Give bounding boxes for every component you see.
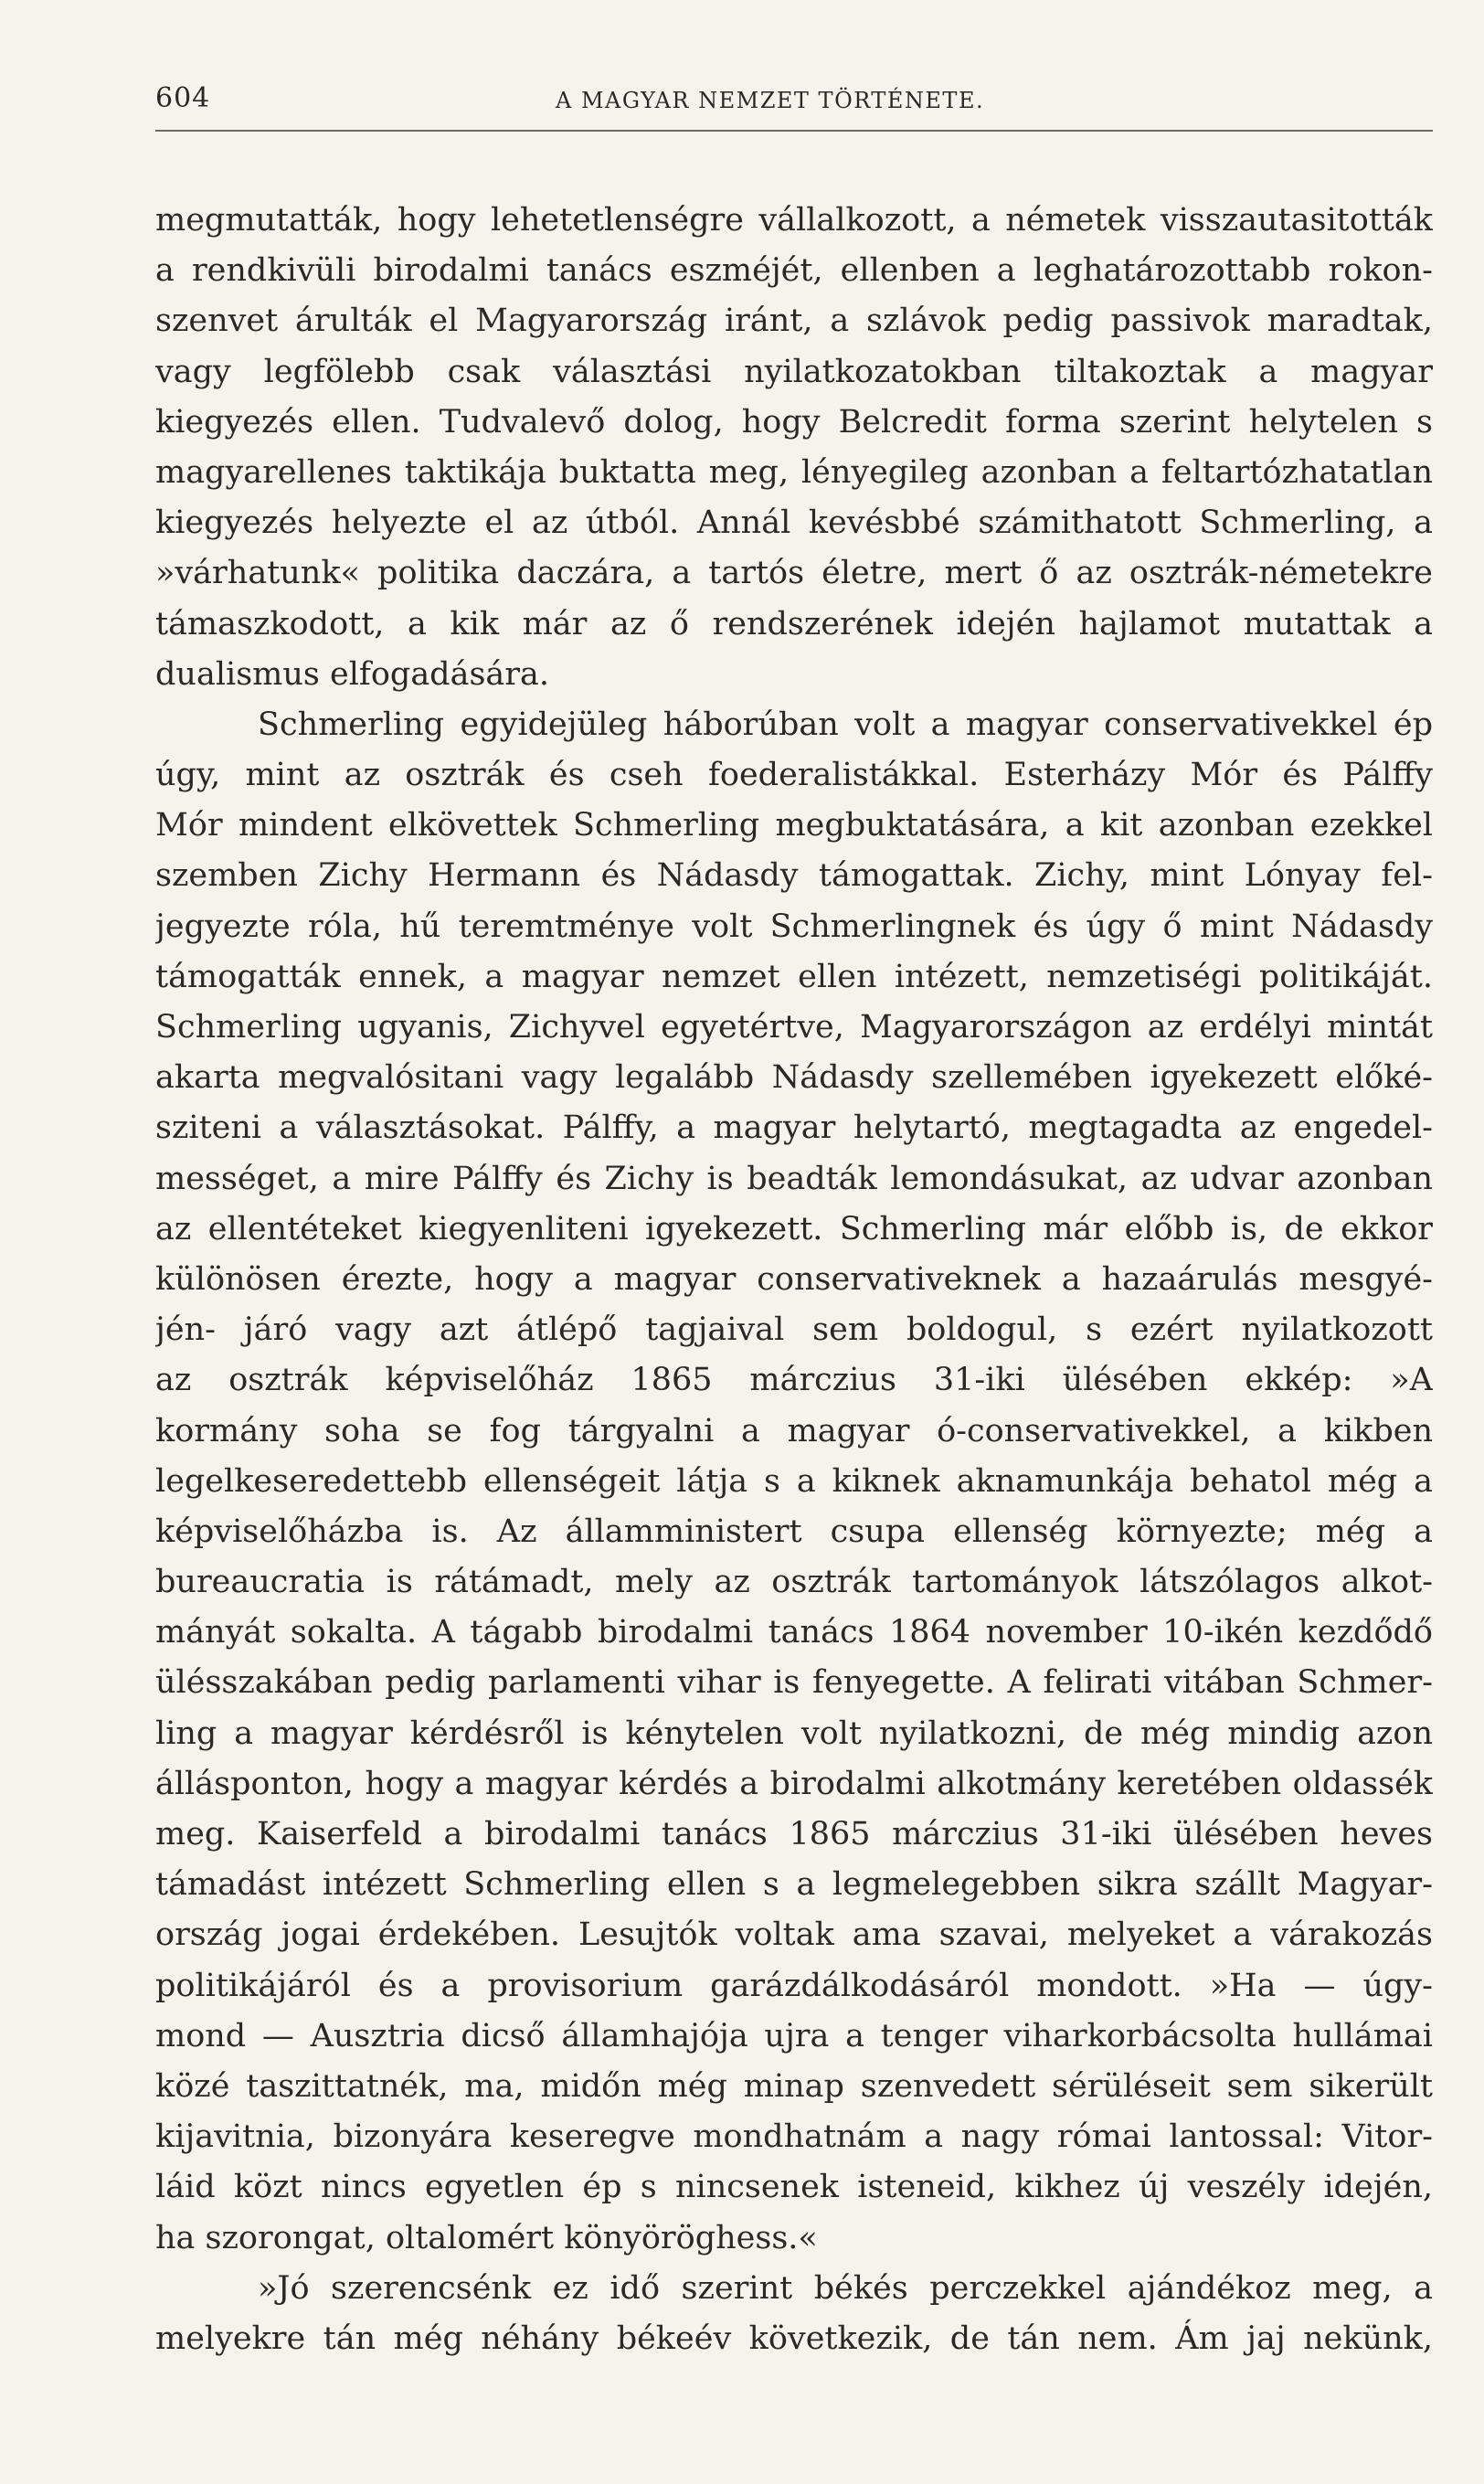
text-line: különösen érezte, hogy a magyar conservativeknek a hazaárulás mesgyé- xyxy=(155,1260,1433,1298)
text-line: a rendkivüli birodalmi tanács eszméjét, ellenben a leghatározottabb rokon- xyxy=(155,252,1433,290)
text-line: az ellentéteket kiegyenliteni igyekezett. Schmerling már előbb is, de ekkor xyxy=(155,1210,1433,1247)
text-line: sziteni a választásokat. Pálffy, a magyar helytartó, megtagadta az engedel- xyxy=(155,1109,1433,1147)
text-line: mond — Ausztria dicső államhajója ujra a tenger viharkorbácsolta hullámai xyxy=(155,2017,1433,2054)
text-line: akarta megvalósitani vagy legalább Nádasdy szellemében igyekezett előké- xyxy=(155,1059,1433,1097)
text-line: bureaucratia is rátámadt, mely az osztrák tartományok látszólagos alkot- xyxy=(155,1564,1433,1601)
text-line: »Jó szerencsénk ez idő szerint békés perczekkel ajándékoz meg, a xyxy=(258,2269,1433,2307)
text-line: az osztrák képviselőház 1865 márczius 31-iki ülésében ekkép: »A xyxy=(155,1362,1433,1399)
text-line: mességet, a mire Pálffy és Zichy is beadták lemondásukat, az udvar azonban xyxy=(155,1160,1433,1197)
text-line: vagy legfölebb csak választási nyilatkozatokban tiltakoztak a magyar xyxy=(155,353,1433,390)
text-line: ország jogai érdekében. Lesujtók voltak ama szavai, melyeket a várakozás xyxy=(155,1916,1433,1954)
text-line: jén‑ járó vagy azt átlépő tagjaival sem boldogul, s ezért nyilatkozott xyxy=(155,1311,1433,1349)
text-line: állásponton, hogy a magyar kérdés a birodalmi alkotmány keretében oldassék xyxy=(155,1765,1433,1802)
text-line: támogatták ennek, a magyar nemzet ellen intézett, nemzetiségi politikáját. xyxy=(155,958,1433,995)
text-line: szemben Zichy Hermann és Nádasdy támogattak. Zichy, mint Lónyay fel- xyxy=(155,857,1433,895)
text-line: Mór mindent elkövettek Schmerling megbuktatására, a kit azonban ezekkel xyxy=(155,807,1433,844)
text-line: ülésszakában pedig parlamenti vihar is fenyegette. A felirati vitában Schmer- xyxy=(155,1664,1433,1702)
text-line: melyekre tán még néhány békeév következik, de tán nem. Ám jaj nekünk, xyxy=(155,2319,1433,2357)
text-line: jegyezte róla, hű teremtménye volt Schmerlingnek és úgy ő mint Nádasdy xyxy=(155,908,1433,945)
text-line: dualismus elfogadására. xyxy=(155,655,550,693)
text-line: támadást intézett Schmerling ellen s a legmelegebben sikra szállt Magyar- xyxy=(155,1866,1433,1904)
text-line: támaszkodott, a kik már az ő rendszerének idején hajlamot mutattak a xyxy=(155,605,1433,642)
text-line: láid közt nincs egyetlen ép s nincsenek isteneid, kikhez új veszély idején, xyxy=(155,2169,1433,2206)
text-line: kormány soha se fog tárgyalni a magyar ó-conservativekkel, a kikben xyxy=(155,1412,1433,1449)
text-line: képviselőházba is. Az államministert csupa ellenség környezte; még a xyxy=(155,1513,1433,1550)
text-line: Schmerling egyidejüleg háborúban volt a magyar conservativekkel ép xyxy=(258,706,1433,743)
header-rule xyxy=(155,130,1433,132)
text-line: kiegyezés helyezte el az útból. Annál kevésbbé számithatott Schmerling, a xyxy=(155,504,1433,542)
page-header xyxy=(155,75,1433,130)
text-line: ha szorongat, oltalomért könyöröghess.« xyxy=(155,2219,818,2256)
text-line: legelkeseredettebb ellenségeit látja s a kiknek aknamunkája behatol még a xyxy=(155,1462,1433,1500)
body-text xyxy=(155,196,1433,2364)
text-line: kijavitnia, bizonyára keseregve mondhatnám a nagy római lantossal: Vitor- xyxy=(155,2118,1433,2156)
text-line: mányát sokalta. A tágabb birodalmi tanács 1864 november 10-ikén kezdődő xyxy=(155,1614,1433,1651)
text-line: meg. Kaiserfeld a birodalmi tanács 1865 márczius 31-iki ülésében heves xyxy=(155,1816,1433,1852)
text-line: úgy, mint az osztrák és cseh foederalistákkal. Esterházy Mór és Pálffy xyxy=(155,757,1433,794)
text-line: ling a magyar kérdésről is kénytelen volt nyilatkozni, de még mindig azon xyxy=(155,1714,1433,1752)
page-number: 604 xyxy=(155,82,211,114)
text-line: megmutatták, hogy lehetetlenségre vállalkozott, a németek visszautasitották xyxy=(155,202,1433,239)
text-line: politikájáról és a provisorium garázdálkodásáról mondott. »Ha — úgy- xyxy=(155,1967,1433,2004)
text-line: kiegyezés ellen. Tudvalevő dolog, hogy Belcredit forma szerint helytelen s xyxy=(155,403,1433,441)
text-line: »várhatunk« politika daczára, a tartós életre, mert ő az osztrák-németekre xyxy=(155,555,1433,592)
text-line: szenvet árulták el Magyarország iránt, a szlávok pedig passivok maradtak, xyxy=(155,303,1433,340)
text-line: közé taszittatnék, ma, midőn még minap szenvedett sérüléseit sem sikerült xyxy=(155,2067,1433,2105)
text-line: magyarellenes taktikája buktatta meg, lényegileg azonban a feltartózhatatlan xyxy=(155,453,1433,491)
running-title: A MAGYAR NEMZET TÖRTÉNETE. xyxy=(556,88,985,113)
text-line: Schmerling ugyanis, Zichyvel egyetértve, Magyarországon az erdélyi mintát xyxy=(155,1009,1433,1046)
